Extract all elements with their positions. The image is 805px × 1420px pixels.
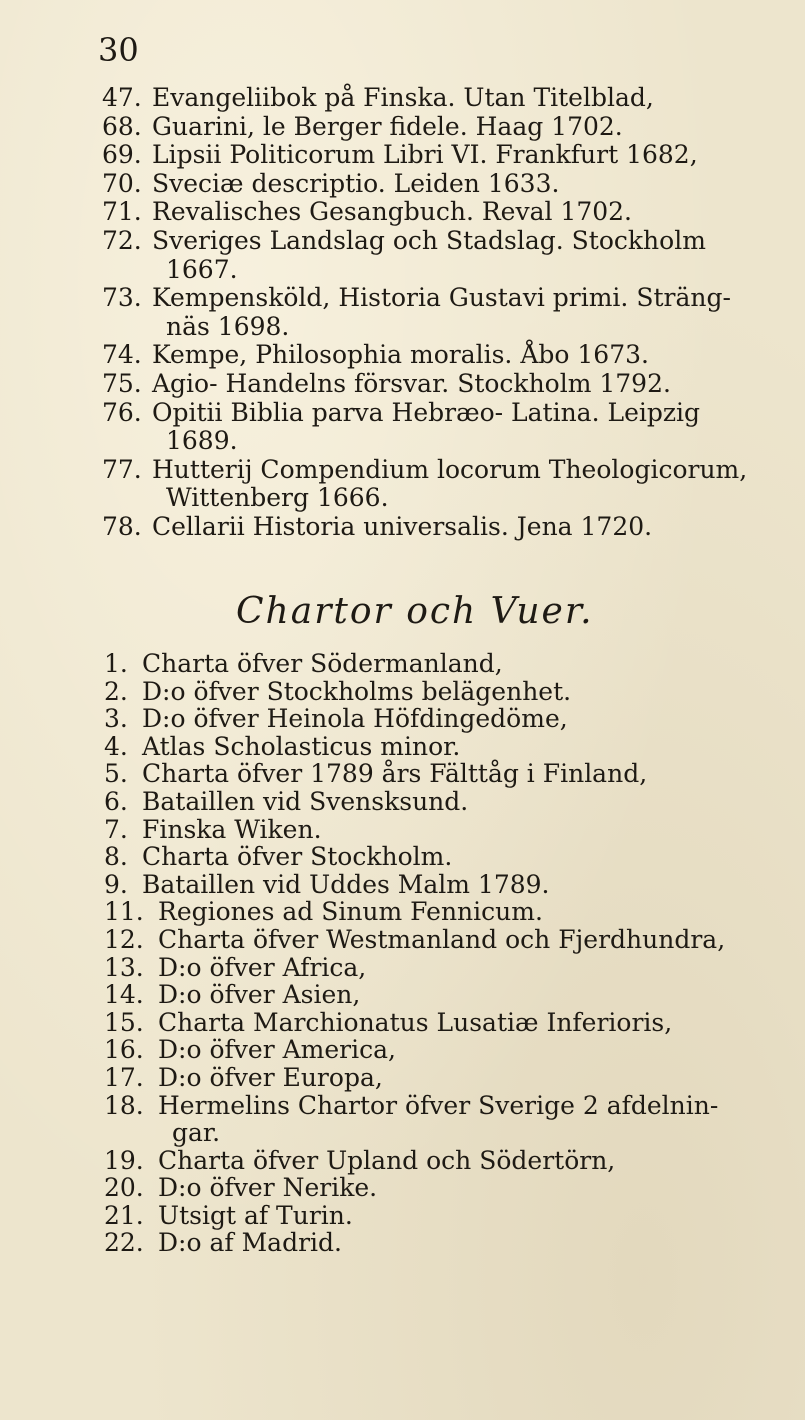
item-text: Agio- Handelns försvar. Stockholm 1792.	[152, 368, 671, 398]
item-number: 76.	[102, 397, 142, 427]
item-text: D:o af Madrid.	[158, 1228, 342, 1258]
item-number: 5.	[104, 759, 128, 789]
list-item	[0, 1036, 805, 1064]
list-item-continuation	[0, 1119, 805, 1147]
item-number: 16.	[104, 1035, 144, 1065]
map-list	[0, 650, 805, 1257]
list-item	[0, 733, 805, 761]
item-text: Charta öfver Stockholm.	[142, 842, 453, 872]
item-text: Finska Wiken.	[142, 814, 322, 844]
item-number: 12.	[104, 924, 144, 954]
item-text: Revalisches Gesangbuch. Reval 1702.	[152, 197, 633, 227]
list-item	[0, 760, 805, 788]
list-item	[0, 1009, 805, 1037]
item-text: Sveciæ descriptio. Leiden 1633.	[152, 168, 560, 198]
item-number: 68.	[102, 111, 142, 141]
item-number: 3.	[104, 704, 128, 734]
item-number: 72.	[102, 225, 142, 255]
item-number: 7.	[104, 814, 128, 844]
item-text: Cellarii Historia universalis. Jena 1720.	[152, 511, 653, 541]
list-item	[0, 284, 805, 313]
list-item	[0, 1147, 805, 1175]
item-text: Guarini, le Berger fidele. Haag 1702.	[152, 111, 623, 141]
item-number: 71.	[102, 197, 142, 227]
item-text: 1667.	[166, 254, 238, 284]
item-text: gar.	[172, 1118, 221, 1148]
page-number: 30	[98, 31, 139, 69]
item-text: Atlas Scholasticus minor.	[142, 731, 461, 761]
item-number: 19.	[104, 1145, 144, 1175]
item-number: 2.	[104, 676, 128, 706]
item-text: D:o öfver Nerike.	[158, 1173, 378, 1203]
item-number: 13.	[104, 952, 144, 982]
list-item	[0, 170, 805, 199]
item-text: D:o öfver Heinola Höfdingedöme,	[142, 704, 568, 734]
item-text: näs 1698.	[166, 311, 290, 341]
book-list	[0, 84, 805, 542]
item-number: 77.	[102, 454, 142, 484]
item-text: D:o öfver Stockholms belägenhet.	[142, 676, 572, 706]
list-item	[0, 113, 805, 142]
item-text: Hutterij Compendium locorum Theologicorum,	[152, 454, 748, 484]
item-text: Bataillen vid Uddes Malm 1789.	[142, 869, 550, 899]
list-item	[0, 370, 805, 399]
item-number: 78.	[102, 511, 142, 541]
item-text: Lipsii Politicorum Libri VI. Frankfurt 1682,	[152, 140, 698, 170]
item-number: 18.	[104, 1090, 144, 1120]
item-text: Regiones ad Sinum Fennicum.	[158, 897, 543, 927]
item-text: D:o öfver Europa,	[158, 1062, 383, 1092]
list-item	[0, 1202, 805, 1230]
list-item	[0, 513, 805, 542]
item-text: Evangeliibok på Finska. Utan Titelblad,	[152, 83, 654, 112]
item-text: Charta öfver 1789 års Fälttåg i Finland,	[142, 759, 648, 789]
item-text: D:o öfver Asien,	[158, 980, 361, 1010]
section-heading: Chartor och Vuer.	[236, 591, 594, 632]
list-item	[0, 84, 805, 113]
item-text: Sveriges Landslag och Stadslag. Stockholm	[152, 225, 706, 255]
item-text: D:o öfver America,	[158, 1035, 396, 1065]
list-item	[0, 141, 805, 170]
item-number: 74.	[102, 340, 142, 370]
item-text: Wittenberg 1666.	[166, 483, 389, 513]
item-number: 69.	[102, 140, 142, 170]
list-item	[0, 198, 805, 227]
item-number: 20.	[104, 1173, 144, 1203]
item-text: Hermelins Chartor öfver Sverige 2 afdelnin-	[158, 1090, 719, 1120]
list-item	[0, 705, 805, 733]
list-item	[0, 227, 805, 256]
list-item	[0, 954, 805, 982]
item-number: 14.	[104, 980, 144, 1010]
item-number: 22.	[104, 1228, 144, 1258]
item-text: Charta Marchionatus Lusatiæ Inferioris,	[158, 1007, 673, 1037]
list-item	[0, 843, 805, 871]
item-number: 47.	[102, 83, 142, 112]
list-item	[0, 898, 805, 926]
item-number: 70.	[102, 168, 142, 198]
list-item	[0, 1229, 805, 1257]
item-text: D:o öfver Africa,	[158, 952, 367, 982]
item-number: 4.	[104, 731, 128, 761]
item-number: 75.	[102, 368, 142, 398]
item-number: 21.	[104, 1200, 144, 1230]
list-item	[0, 399, 805, 428]
item-number: 15.	[104, 1007, 144, 1037]
list-item	[0, 871, 805, 899]
item-number: 11.	[104, 897, 144, 927]
item-text: Kempensköld, Historia Gustavi primi. Sträng-	[152, 283, 731, 313]
item-number: 6.	[104, 786, 128, 816]
list-item	[0, 1092, 805, 1120]
list-item	[0, 650, 805, 678]
list-item-continuation	[0, 427, 805, 456]
item-text: 1689.	[166, 426, 238, 456]
item-number: 73.	[102, 283, 142, 313]
item-text: Opitii Biblia parva Hebræo- Latina. Leipzig	[152, 397, 701, 427]
list-item	[0, 1064, 805, 1092]
list-item-continuation	[0, 313, 805, 342]
list-item	[0, 788, 805, 816]
item-number: 1.	[104, 649, 128, 678]
list-item-continuation	[0, 484, 805, 513]
item-text: Charta öfver Upland och Södertörn,	[158, 1145, 616, 1175]
list-item-continuation	[0, 256, 805, 285]
item-text: Bataillen vid Svensksund.	[142, 786, 469, 816]
item-number: 8.	[104, 842, 128, 872]
list-item	[0, 341, 805, 370]
list-item	[0, 456, 805, 485]
list-item	[0, 1174, 805, 1202]
list-item	[0, 816, 805, 844]
item-number: 17.	[104, 1062, 144, 1092]
list-item	[0, 926, 805, 954]
item-number: 9.	[104, 869, 128, 899]
list-item	[0, 981, 805, 1009]
item-text: Kempe, Philosophia moralis. Åbo 1673.	[152, 340, 649, 370]
list-item	[0, 678, 805, 706]
item-text: Charta öfver Södermanland,	[142, 649, 503, 678]
item-text: Utsigt af Turin.	[158, 1200, 353, 1230]
item-text: Charta öfver Westmanland och Fjerdhundra,	[158, 924, 726, 954]
